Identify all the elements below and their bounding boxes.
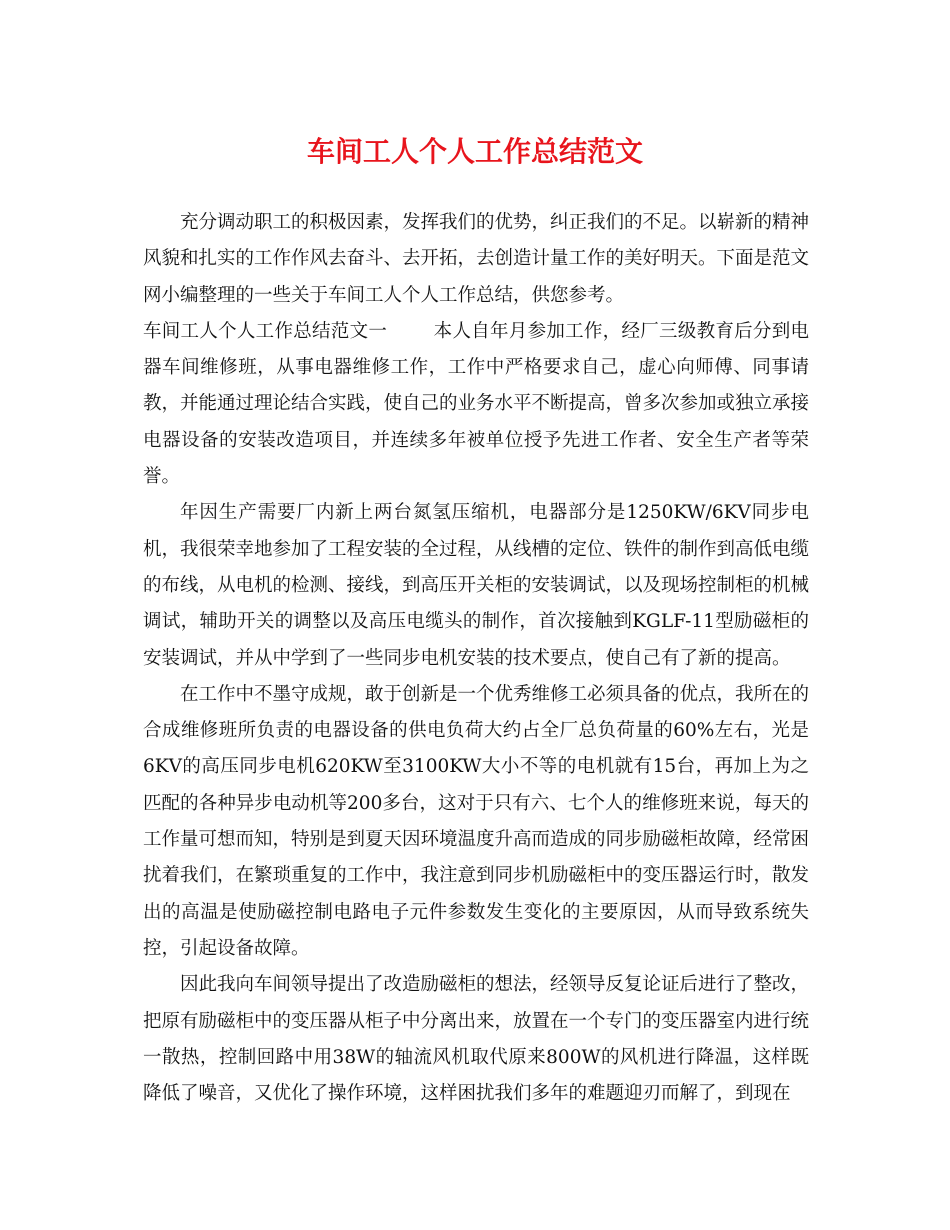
- paragraph-innovation: 在工作中不墨守成规，敢于创新是一个优秀维修工必须具备的优点，我所在的合成维修班所负责的电器设备的供电负荷大约占全厂总负荷量的60%左右，光是6KV的高压同步电机620KW至3100KW大小不等的电机就有15台，再加上为之匹配的各种异步电动机等200多台，这对于只有六、七个人的维修班来说，每天的工作量可想而知，特别是到夏天因环境温度升高而造成的同步励磁柜故障，经常困扰着我们，在繁琐重复的工作中，我注意到同步机励磁柜中的变压器运行时，散发出的高温是使励磁控制电路电子元件参数发生变化的主要原因，从而导致系统失控，引起设备故障。: [143, 683, 810, 959]
- paragraph-section-one: [143, 314, 809, 495]
- paragraph-compressor-install: 年因生产需要厂内新上两台氮氢压缩机，电器部分是1250KW/6KV同步电机，我很荣幸地参加了工程安装的全过程，从线槽的定位、铁件的制作到高低电缆的布线，从电机的检测、接线，到高压开关柜的安装调试，以及现场控制柜的机械调试，辅助开关的调整以及高压电缆头的制作，首次接触到KGLF-11型励磁柜的安装调试，并从中学到了一些同步电机安装的技术要点，使自己有了新的提高。: [143, 502, 810, 669]
- paragraph-improvement: 因此我向车间领导提出了改造励磁柜的想法，经领导反复论证后进行了整改，把原有励磁柜中的变压器从柜子中分离出来，放置在一个专门的变压器室内进行统一散热，控制回路中用38W的轴流风机取代原来800W的风机进行降温，这样既降低了噪音，又优化了操作环境，这样困扰我们多年的难题迎刃而解了，到现在: [143, 974, 810, 1105]
- document-title: 车间工人个人工作总结范文: [306, 135, 643, 168]
- document-body: [143, 205, 809, 1112]
- section-one-text: 本人自年月参加工作，经厂三级教育后分到电器车间维修班，从事电器维修工作，工作中严格要求自己，虚心向师傅、同事请教，并能通过理论结合实践，使自己的业务水平不断提高，曾多次参加或独立承接电器设备的安装改造项目，并连续多年被单位授予先进工作者、安全生产者等荣誉。: [143, 320, 810, 488]
- paragraph-intro: 充分调动职工的积极因素，发挥我们的优势，纠正我们的不足。以崭新的精神风貌和扎实的工作作风去奋斗、去开拓，去创造计量工作的美好明天。下面是范文网小编整理的一些关于车间工人个人工作总结，供您参考。: [143, 212, 810, 306]
- section-heading: 车间工人个人工作总结范文一: [143, 320, 388, 342]
